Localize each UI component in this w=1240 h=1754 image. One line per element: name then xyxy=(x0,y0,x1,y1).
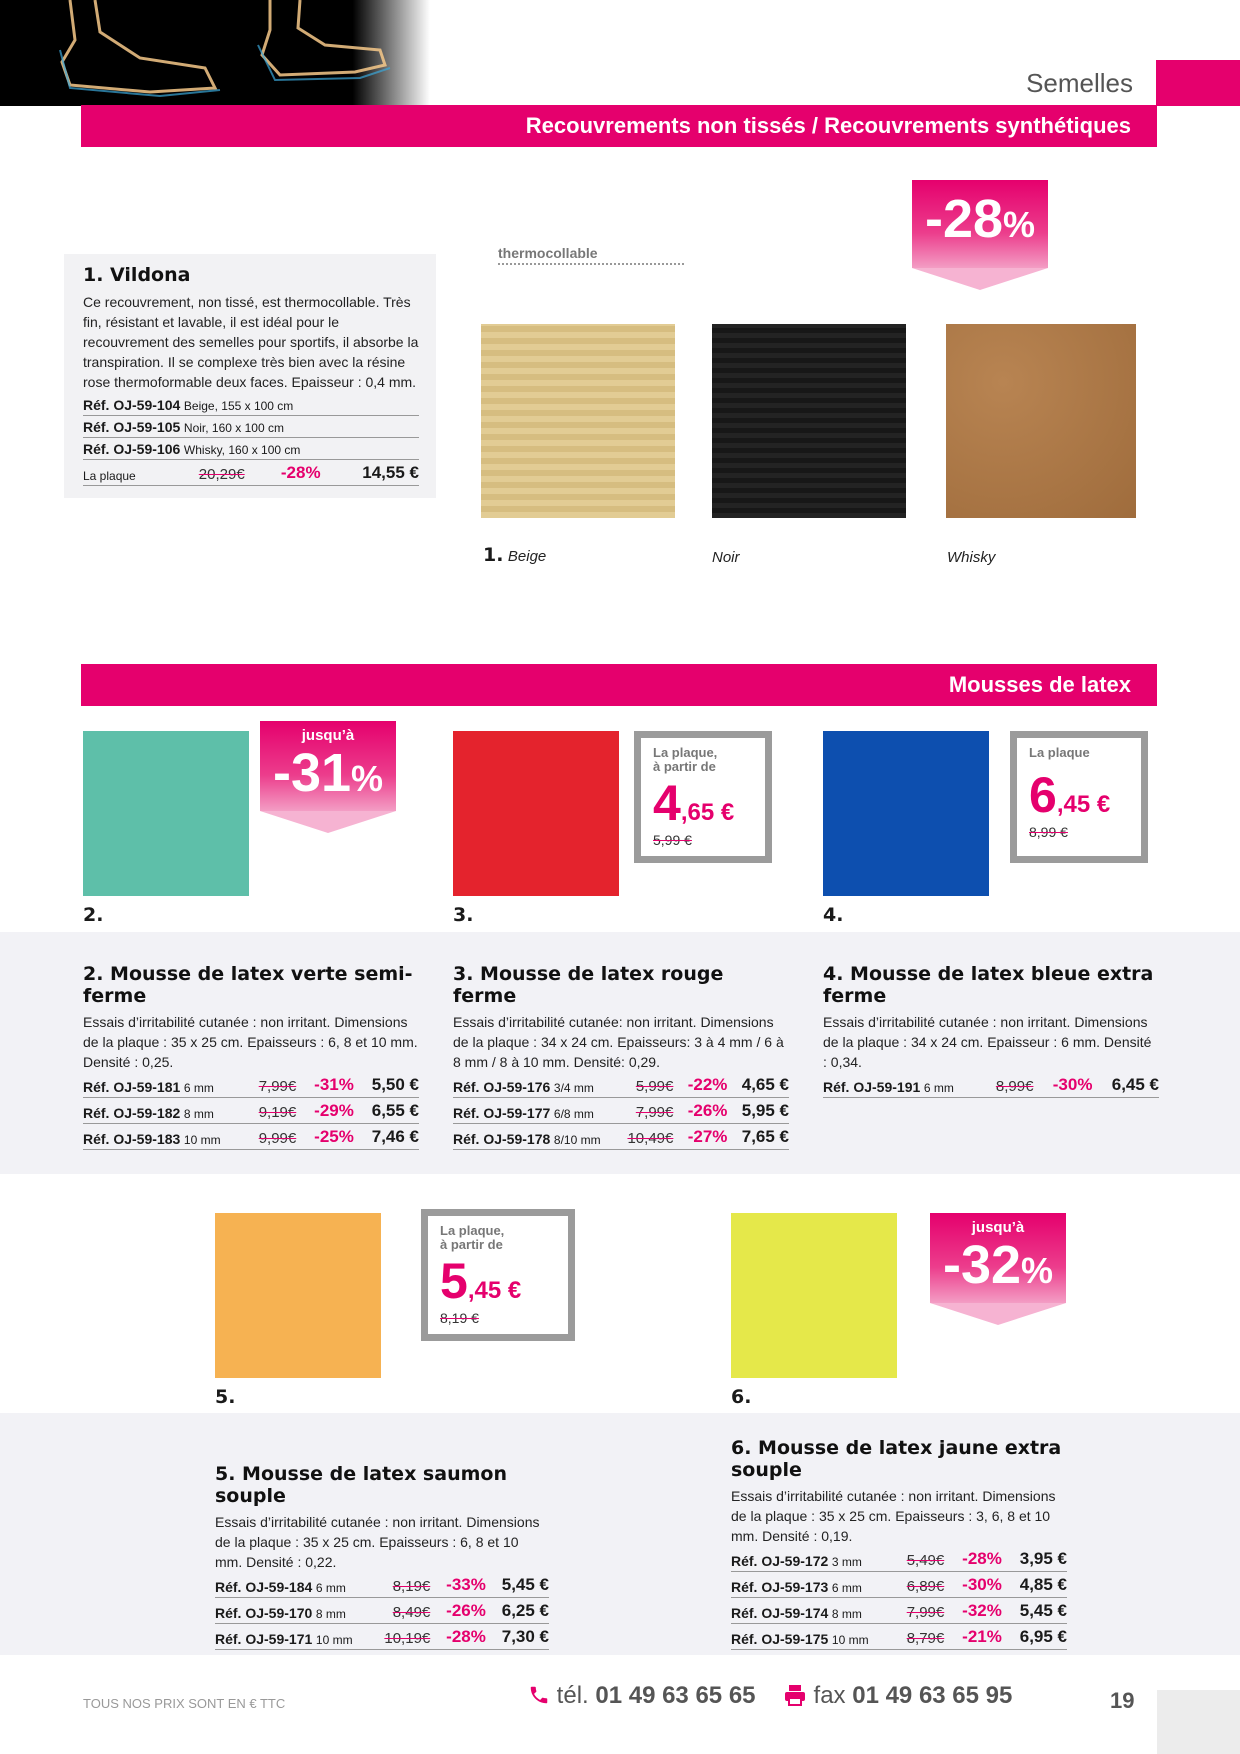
ref-code: Réf. OJ-59-104 xyxy=(83,397,181,413)
price: 14,55 € xyxy=(329,460,419,486)
ref-code: Réf. OJ-59-105 xyxy=(83,419,181,435)
price-box xyxy=(421,1209,575,1341)
swatch-beige xyxy=(481,324,675,518)
table-row: Réf. OJ-59-184 6 mm 8,19€ -33% 5,45 € xyxy=(215,1572,549,1598)
table-row: Réf. OJ-59-177 6/8 mm 7,99€ -26% 5,95 € xyxy=(453,1098,789,1124)
price-box-old: 5,99 € xyxy=(653,832,692,848)
foot-xray-illustration xyxy=(0,0,430,106)
fax-number[interactable]: 01 49 63 65 95 xyxy=(852,1682,1013,1709)
product-title: 1. Vildona xyxy=(83,264,191,286)
corner-tab xyxy=(1156,60,1240,106)
discount-badge xyxy=(912,180,1048,290)
tel-label: tél. xyxy=(556,1682,589,1709)
page-number: 19 xyxy=(1110,1688,1135,1713)
product-description: Essais d’irritabilité cutanée : non irritant. Dimensions de la plaque : 35 x 25 cm. Epaisseurs : 3, 6, 8 et 10 mm. Densité : 0,19. xyxy=(731,1488,1056,1544)
badge-small-label: jusqu’à xyxy=(971,1219,1025,1236)
header-xray-image xyxy=(0,0,430,106)
unit-label: La plaque xyxy=(83,460,167,486)
price-box-label: à partir de xyxy=(653,759,716,774)
product-3-block xyxy=(453,963,789,1150)
discount-badge xyxy=(930,1213,1066,1325)
ref-spec: Noir, 160 x 100 cm xyxy=(183,421,284,435)
ref-spec: Beige, 155 x 100 cm xyxy=(183,399,294,413)
table-row xyxy=(83,460,419,486)
swatch-blue xyxy=(823,731,989,896)
table-row: Réf. OJ-59-173 6 mm 6,89€ -30% 4,85 € xyxy=(731,1572,1067,1598)
table-row: Réf. OJ-59-181 6 mm 7,99€ -31% 5,50 € xyxy=(83,1072,419,1098)
product-title: 4. Mousse de latex bleue extra ferme xyxy=(823,963,1154,1007)
swatch-number: 5. xyxy=(215,1386,236,1408)
badge-value: -28% xyxy=(924,189,1036,249)
reference-table xyxy=(83,1072,419,1150)
table-row: Réf. OJ-59-174 8 mm 7,99€ -32% 5,45 € xyxy=(731,1598,1067,1624)
discount: -28% xyxy=(253,460,329,486)
product-6-block xyxy=(731,1437,1067,1650)
fax-label: fax xyxy=(813,1682,846,1709)
reference-table xyxy=(823,1072,1159,1098)
swatch-number: 6. xyxy=(731,1386,752,1408)
swatch-number: 2. xyxy=(83,904,104,926)
table-row: Réf. OJ-59-170 8 mm 8,49€ -26% 6,25 € xyxy=(215,1598,549,1624)
product-description: Essais d’irritabilité cutanée : non irritant. Dimensions de la plaque : 35 x 25 cm. Epaisseurs : 6, 8 et 10 mm. Densité : 0,22. xyxy=(215,1514,540,1570)
reference-table xyxy=(83,394,419,486)
swatch-salmon xyxy=(215,1213,381,1378)
section-label: Semelles xyxy=(1026,68,1133,98)
table-row: Réf. OJ-59-176 3/4 mm 5,99€ -22% 4,65 € xyxy=(453,1072,789,1098)
caption-beige: 1. Beige xyxy=(483,544,547,566)
price-box-value: 5,45 € xyxy=(440,1253,522,1309)
swatch-whisky xyxy=(946,324,1136,518)
product-title: 6. Mousse de latex jaune extra souple xyxy=(731,1437,1062,1481)
swatch-red xyxy=(453,731,619,896)
reference-table xyxy=(453,1072,789,1150)
product-description: Essais d’irritabilité cutanée : non irritant. Dimensions de la plaque : 35 x 25 cm. Epaisseurs : 6, 8 et 10 mm. Densité : 0,25. xyxy=(83,1014,418,1070)
price-box-label: La plaque xyxy=(1029,745,1090,760)
price-box xyxy=(1010,731,1148,863)
caption-whisky: Whisky xyxy=(947,549,996,566)
table-row: Réf. OJ-59-175 10 mm 8,79€ -21% 6,95 € xyxy=(731,1624,1067,1650)
product-title: 2. Mousse de latex verte semi-ferme xyxy=(83,963,413,1007)
section-bar-coverings: Recouvrements non tissés / Recouvrements synthétiques xyxy=(81,105,1157,147)
product-description: Ce recouvrement, non tissé, est thermocollable. Très fin, résistant et lavable, il est idéal pour le recouvrement des semelles pour sportifs, il absorbe la transpiration. Il se complexe très bien avec la résine rose thermoformable deux faces. Epaisseur : 0,4 mm. xyxy=(83,294,419,390)
table-row xyxy=(83,394,419,416)
price-box-label: à partir de xyxy=(440,1237,503,1252)
tel-number[interactable]: 01 49 63 65 65 xyxy=(595,1682,756,1709)
table-row: Réf. OJ-59-172 3 mm 5,49€ -28% 3,95 € xyxy=(731,1546,1067,1572)
product-title: 3. Mousse de latex rouge ferme xyxy=(453,963,724,1007)
reference-table xyxy=(731,1546,1067,1650)
product-description: Essais d’irritabilité cutanée : non irritant. Dimensions de la plaque : 34 x 24 cm. Epaisseur : 6 mm. Densité : 0,34. xyxy=(823,1014,1152,1070)
badge-value: -32% xyxy=(942,1235,1054,1295)
product-description: Essais d’irritabilité cutanée: non irritant. Dimensions de la plaque : 34 x 24 cm. Epaisseurs: 3 à 4 mm / 6 à 8 mm / 8 à 10 mm. Densité: 0,29. xyxy=(453,1014,784,1070)
product-5-block xyxy=(215,1463,549,1650)
vildona-block xyxy=(83,264,419,486)
section-bar-latex: Mousses de latex xyxy=(81,664,1157,706)
badge-value: -31% xyxy=(272,743,384,803)
price-box-old: 8,19 € xyxy=(440,1310,479,1326)
phone-icon xyxy=(528,1682,557,1709)
product-title: 5. Mousse de latex saumon souple xyxy=(215,1463,507,1507)
table-row xyxy=(83,416,419,438)
price-box-old: 8,99 € xyxy=(1029,824,1068,840)
footer-tab xyxy=(1157,1690,1240,1754)
badge-small-label: jusqu’à xyxy=(301,727,355,744)
price-box-value: 4,65 € xyxy=(653,775,735,831)
caption-noir: Noir xyxy=(712,549,740,566)
swatch-green xyxy=(83,731,249,896)
footer-note: TOUS NOS PRIX SONT EN € TTC xyxy=(83,1696,286,1711)
price-box-label: La plaque, xyxy=(440,1223,505,1238)
table-row: Réf. OJ-59-178 8/10 mm 10,49€ -27% 7,65 € xyxy=(453,1124,789,1150)
table-row: Réf. OJ-59-183 10 mm 9,99€ -25% 7,46 € xyxy=(83,1124,419,1150)
product-4-block xyxy=(823,963,1159,1098)
table-row: Réf. OJ-59-182 8 mm 9,19€ -29% 6,55 € xyxy=(83,1098,419,1124)
swatch-yellow xyxy=(731,1213,897,1378)
swatch-number: 3. xyxy=(453,904,474,926)
table-row xyxy=(83,438,419,460)
old-price: 20,29€ xyxy=(167,460,253,486)
fax-icon xyxy=(783,1682,814,1709)
discount-badge xyxy=(260,721,396,833)
price-box xyxy=(634,731,772,863)
product-2-block xyxy=(83,963,419,1150)
ref-spec: Whisky, 160 x 100 cm xyxy=(183,443,301,457)
price-box-label: La plaque, xyxy=(653,745,718,760)
swatch-noir xyxy=(712,324,906,518)
table-row: Réf. OJ-59-171 10 mm 10,19€ -28% 7,30 € xyxy=(215,1624,549,1650)
swatch-number: 4. xyxy=(823,904,844,926)
price-box-value: 6,45 € xyxy=(1029,767,1111,823)
reference-table xyxy=(215,1572,549,1650)
ref-code: Réf. OJ-59-106 xyxy=(83,441,181,457)
table-row: Réf. OJ-59-191 6 mm 8,99€ -30% 6,45 € xyxy=(823,1072,1159,1098)
thermocollable-tag: thermocollable xyxy=(498,245,684,265)
footer-contact xyxy=(528,1682,1012,1710)
